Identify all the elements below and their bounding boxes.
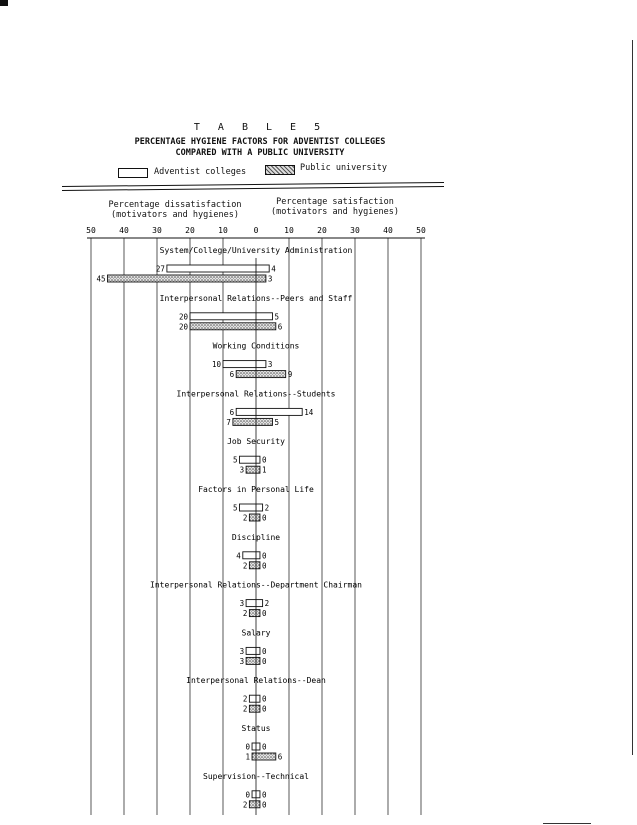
chart-title-line-1: PERCENTAGE HYGIENE FACTORS FOR ADVENTIST COLLEGES [134,137,386,147]
adventist-bar [236,408,302,415]
adventist-bar [167,265,269,272]
adventist-satisfaction-value: 0 [261,646,267,656]
public-bar [249,610,260,617]
tick-label: 20 [185,226,195,235]
adventist-satisfaction-value: 0 [261,694,267,704]
public-bar [190,323,276,330]
dissatisfaction-label: Percentage dissatisfaction [108,200,242,210]
adventist-satisfaction-value: 0 [261,742,267,752]
adventist-bar [240,504,263,511]
tick-label: 20 [317,226,327,235]
adventist-bar [223,361,266,368]
category-label: System/College/University Administration [159,246,353,255]
category-label: Working Conditions [212,341,300,351]
adventist-bar [190,313,273,320]
adventist-satisfaction-value: 14 [304,407,314,417]
footer-line [543,823,591,824]
legend-label-adventist: Adventist colleges [154,167,247,177]
chart-title-line-2: COMPARED WITH A PUBLIC UNIVERSITY [175,148,345,158]
public-bar [246,466,260,473]
public-dissatisfaction-value: 45 [96,274,106,284]
public-bar [249,562,260,569]
category-label: Salary [241,628,271,638]
public-dissatisfaction-value: 7 [226,417,231,427]
adventist-bar [249,695,260,702]
category-label: Status [241,724,271,733]
adventist-dissatisfaction-value: 5 [232,503,238,513]
public-bar [246,657,260,664]
dissatisfaction-sublabel: (motivators and hygienes) [111,210,239,220]
public-dissatisfaction-value: 3 [239,656,245,666]
public-dissatisfaction-value: 1 [245,752,251,762]
public-bar [108,275,266,282]
public-dissatisfaction-value: 2 [242,609,248,619]
public-satisfaction-value: 1 [261,465,267,475]
table-number: T A B L E 5 [193,122,327,133]
public-satisfaction-value: 0 [261,513,267,523]
adventist-satisfaction-value: 3 [267,360,273,370]
satisfaction-label: Percentage satisfaction [276,197,394,207]
tick-label: 30 [350,226,360,235]
adventist-dissatisfaction-value: 0 [245,742,251,752]
adventist-dissatisfaction-value: 10 [211,360,221,370]
tick-label: 10 [284,226,294,235]
tick-label: 40 [119,226,129,235]
adventist-dissatisfaction-value: 3 [239,599,245,609]
adventist-satisfaction-value: 0 [261,790,267,800]
tick-label: 0 [253,226,259,235]
adventist-satisfaction-value: 4 [271,264,276,274]
public-satisfaction-value: 6 [277,752,283,762]
public-bar [249,801,260,808]
adventist-bar [246,647,260,654]
public-satisfaction-value: 0 [261,800,267,810]
public-satisfaction-value: 6 [277,322,283,332]
public-dissatisfaction-value: 2 [242,561,248,571]
adventist-dissatisfaction-value: 0 [245,790,251,800]
adventist-bar [243,552,260,559]
adventist-satisfaction-value: 5 [274,312,280,322]
public-dissatisfaction-value: 2 [242,800,248,810]
tick-label: 50 [86,226,96,235]
adventist-dissatisfaction-value: 3 [239,646,245,656]
public-satisfaction-value: 3 [267,274,273,284]
category-label: Supervision--Technical [203,771,309,781]
public-bar [249,514,260,521]
public-satisfaction-value: 0 [261,704,267,714]
adventist-dissatisfaction-value: 20 [178,312,188,322]
adventist-dissatisfaction-value: 6 [229,407,235,417]
category-label: Job Security [227,437,285,447]
category-label: Discipline [231,532,281,542]
adventist-bar [240,456,260,463]
public-satisfaction-value: 5 [274,417,280,427]
adventist-dissatisfaction-value: 4 [236,551,241,561]
category-label: Interpersonal Relations--Dean [186,676,326,686]
public-satisfaction-value: 0 [261,561,267,571]
public-dissatisfaction-value: 2 [242,704,248,714]
adventist-dissatisfaction-value: 2 [242,694,248,704]
category-label: Interpersonal Relations--Department Chairman [150,580,362,590]
adventist-dissatisfaction-value: 27 [155,264,165,274]
tick-label: 40 [383,226,393,235]
public-bar [249,705,260,712]
tick-label: 10 [218,226,228,235]
category-label: Interpersonal Relations--Peers and Staff [159,293,353,303]
public-satisfaction-value: 9 [287,370,293,380]
tick-label: 50 [416,226,426,235]
public-satisfaction-value: 0 [261,656,267,666]
tick-label: 30 [152,226,162,235]
category-label: Factors in Personal Life [198,485,314,494]
legend-label-public: Public university [300,163,387,173]
public-dissatisfaction-value: 6 [229,370,235,380]
satisfaction-sublabel: (motivators and hygienes) [271,207,399,217]
public-dissatisfaction-value: 3 [239,465,245,475]
adventist-bar [246,600,263,607]
public-bar [236,371,286,378]
adventist-satisfaction-value: 0 [261,455,267,465]
category-label: Interpersonal Relations--Students [176,389,336,399]
public-satisfaction-value: 0 [261,609,267,619]
public-dissatisfaction-value: 20 [178,322,188,332]
adventist-satisfaction-value: 2 [264,503,270,513]
adventist-satisfaction-value: 0 [261,551,267,561]
public-dissatisfaction-value: 2 [242,513,248,523]
adventist-dissatisfaction-value: 5 [232,455,238,465]
adventist-satisfaction-value: 2 [264,599,270,609]
public-bar [233,418,273,425]
